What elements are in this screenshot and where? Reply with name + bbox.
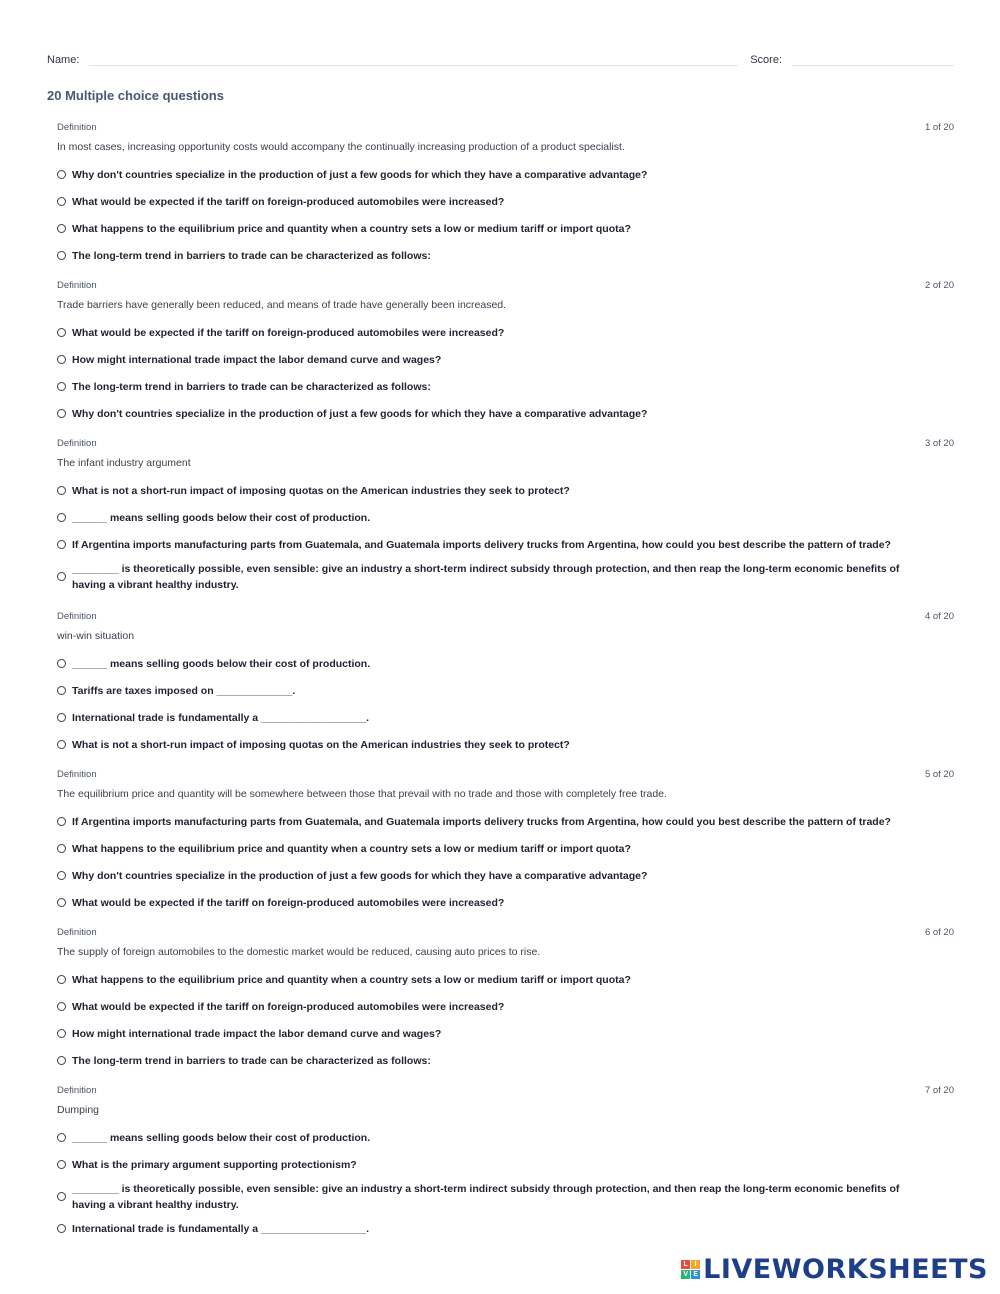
question-definition: In most cases, increasing opportunity costs would accompany the continually increasing production of a product specialist.	[57, 141, 625, 153]
answer-option-text: The long-term trend in barriers to trade can be characterized as follows:	[72, 249, 431, 262]
answer-option-text: How might international trade impact the labor demand curve and wages?	[72, 1027, 442, 1040]
answer-option[interactable]	[57, 1151, 954, 1178]
answer-option[interactable]	[57, 504, 954, 531]
answer-option-text: What happens to the equilibrium price and quantity when a country sets a low or medium tariff or import quota?	[72, 842, 631, 855]
radio-button[interactable]	[57, 170, 66, 179]
question-header	[57, 1085, 954, 1097]
logo-icon-tile: L	[681, 1260, 690, 1269]
question-definition: Dumping	[57, 1104, 100, 1116]
question-counter: 1 of 20	[924, 122, 954, 133]
question-header	[57, 438, 954, 450]
radio-button[interactable]	[57, 844, 66, 853]
name-field[interactable]	[89, 51, 738, 66]
question-definition: The infant industry argument	[57, 457, 191, 469]
radio-button[interactable]	[57, 1056, 66, 1065]
answer-option[interactable]	[57, 677, 954, 704]
answer-option-text: What is not a short-run impact of imposing quotas on the American industries they seek to protect?	[72, 738, 570, 751]
radio-button[interactable]	[57, 975, 66, 984]
radio-button[interactable]	[57, 197, 66, 206]
answer-option[interactable]	[57, 808, 954, 835]
answer-option[interactable]	[57, 1020, 954, 1047]
question-counter: 5 of 20	[924, 769, 954, 780]
answer-option[interactable]	[57, 319, 954, 346]
answer-option-text: The long-term trend in barriers to trade can be characterized as follows:	[72, 1054, 431, 1067]
question-label: Definition	[57, 1085, 97, 1096]
radio-button[interactable]	[57, 1192, 66, 1201]
question-label: Definition	[57, 280, 97, 291]
question-counter: 7 of 20	[924, 1085, 954, 1096]
answer-option[interactable]	[57, 889, 954, 916]
answer-options	[57, 477, 954, 595]
answer-option-text: Why don't countries specialize in the production of just a few goods for which they have a comparative advantage?	[72, 168, 648, 181]
score-label: Score:	[750, 54, 782, 66]
answer-options	[57, 650, 954, 758]
answer-option-text: Tariffs are taxes imposed on _____________.	[72, 684, 296, 697]
answer-option[interactable]	[57, 835, 954, 862]
answer-option[interactable]	[57, 1124, 954, 1151]
question-label: Definition	[57, 769, 97, 780]
answer-option-text: ________ is theoretically possible, even sensible: give an industry a short-term indirect subsidy through protection, and then reap the long-term economic benefits of having a vibrant healthy industry.	[72, 1182, 900, 1211]
radio-button[interactable]	[57, 740, 66, 749]
radio-button[interactable]	[57, 409, 66, 418]
radio-button[interactable]	[57, 251, 66, 260]
answer-option[interactable]	[57, 215, 954, 242]
answer-option[interactable]	[57, 531, 954, 558]
question-card	[57, 1085, 954, 1242]
answer-option[interactable]	[57, 188, 954, 215]
answer-option[interactable]	[57, 650, 954, 677]
question-definition: The equilibrium price and quantity will be somewhere between those that prevail with no trade and those with completely free trade.	[57, 788, 667, 800]
question-definition: Trade barriers have generally been reduced, and means of trade have generally been increased.	[57, 299, 507, 311]
radio-button[interactable]	[57, 1133, 66, 1142]
question-definition: win-win situation	[57, 630, 135, 642]
answer-option-text: How might international trade impact the labor demand curve and wages?	[72, 353, 442, 366]
answer-option-text: ______ means selling goods below their cost of production.	[72, 511, 371, 524]
question-header	[57, 769, 954, 781]
answer-option-text: ______ means selling goods below their cost of production.	[72, 1131, 371, 1144]
logo-icon-tile: I	[691, 1260, 700, 1269]
answer-options	[57, 319, 954, 427]
answer-option-text: ______ means selling goods below their cost of production.	[72, 657, 371, 670]
score-field	[792, 51, 954, 66]
question-header	[57, 611, 954, 623]
answer-option-text: International trade is fundamentally a __________________.	[72, 1222, 370, 1235]
answer-option[interactable]	[57, 242, 954, 269]
answer-option[interactable]	[57, 161, 954, 188]
liveworksheets-logo	[681, 1254, 988, 1285]
question-card	[57, 769, 954, 916]
answer-option[interactable]	[57, 704, 954, 731]
question-card	[57, 280, 954, 427]
radio-button[interactable]	[57, 513, 66, 522]
answer-option-text: If Argentina imports manufacturing parts from Guatemala, and Guatemala imports delivery trucks from Argentina, how could you best describe the pattern of trade?	[72, 815, 891, 828]
question-label: Definition	[57, 927, 97, 938]
radio-button[interactable]	[57, 686, 66, 695]
radio-button[interactable]	[57, 1160, 66, 1169]
answer-option-text: What is the primary argument supporting protectionism?	[72, 1158, 357, 1171]
radio-button[interactable]	[57, 898, 66, 907]
logo-text: LIVEWORKSHEETS	[703, 1254, 988, 1285]
logo-icon-tile: E	[691, 1270, 700, 1279]
answer-option[interactable]	[57, 862, 954, 889]
question-card	[57, 122, 954, 269]
answer-option[interactable]	[57, 1047, 954, 1074]
answer-option[interactable]	[57, 993, 954, 1020]
answer-option[interactable]	[57, 731, 954, 758]
logo-icon	[681, 1260, 700, 1279]
logo-icon-tile: V	[681, 1270, 690, 1279]
answer-option-text: ________ is theoretically possible, even sensible: give an industry a short-term indirect subsidy through protection, and then reap the long-term economic benefits of having a vibrant healthy industry.	[72, 562, 900, 591]
question-counter: 2 of 20	[924, 280, 954, 291]
radio-button[interactable]	[57, 572, 66, 581]
answer-option[interactable]	[57, 373, 954, 400]
answer-option-text: International trade is fundamentally a __________________.	[72, 711, 370, 724]
radio-button[interactable]	[57, 659, 66, 668]
radio-button[interactable]	[57, 540, 66, 549]
radio-button[interactable]	[57, 1002, 66, 1011]
answer-options	[57, 966, 954, 1074]
question-counter: 4 of 20	[924, 611, 954, 622]
question-header	[57, 280, 954, 292]
question-counter: 6 of 20	[924, 927, 954, 938]
question-counter: 3 of 20	[924, 438, 954, 449]
answer-option-text: The long-term trend in barriers to trade can be characterized as follows:	[72, 380, 431, 393]
radio-button[interactable]	[57, 713, 66, 722]
name-label: Name:	[47, 54, 80, 66]
answer-options	[57, 808, 954, 916]
answer-option-text: What happens to the equilibrium price and quantity when a country sets a low or medium tariff or import quota?	[72, 973, 631, 986]
answer-option-text: What would be expected if the tariff on foreign-produced automobiles were increased?	[72, 1000, 505, 1013]
answer-options	[57, 1124, 954, 1242]
question-label: Definition	[57, 611, 97, 622]
answer-option-text: What would be expected if the tariff on foreign-produced automobiles were increased?	[72, 896, 505, 909]
radio-button[interactable]	[57, 817, 66, 826]
answer-options	[57, 161, 954, 269]
radio-button[interactable]	[57, 871, 66, 880]
radio-button[interactable]	[57, 328, 66, 337]
radio-button[interactable]	[57, 486, 66, 495]
radio-button[interactable]	[57, 224, 66, 233]
radio-button[interactable]	[57, 382, 66, 391]
question-header	[57, 927, 954, 939]
answer-option-text: What happens to the equilibrium price and quantity when a country sets a low or medium tariff or import quota?	[72, 222, 631, 235]
answer-option[interactable]	[57, 1215, 954, 1242]
answer-option[interactable]	[57, 400, 954, 427]
answer-option-text: What would be expected if the tariff on foreign-produced automobiles were increased?	[72, 326, 505, 339]
section-title: 20 Multiple choice questions	[47, 88, 224, 103]
answer-option-text: Why don't countries specialize in the production of just a few goods for which they have a comparative advantage?	[72, 869, 648, 882]
question-label: Definition	[57, 438, 97, 449]
answer-option[interactable]	[57, 1178, 954, 1215]
answer-option[interactable]	[57, 558, 954, 595]
header	[47, 48, 954, 66]
question-card	[57, 927, 954, 1074]
answer-option[interactable]	[57, 477, 954, 504]
radio-button[interactable]	[57, 1029, 66, 1038]
question-header	[57, 122, 954, 134]
question-label: Definition	[57, 122, 97, 133]
question-definition: The supply of foreign automobiles to the domestic market would be reduced, causing auto prices to rise.	[57, 946, 541, 958]
answer-option[interactable]	[57, 966, 954, 993]
radio-button[interactable]	[57, 1224, 66, 1233]
answer-option-text: If Argentina imports manufacturing parts from Guatemala, and Guatemala imports delivery trucks from Argentina, how could you best describe the pattern of trade?	[72, 538, 891, 551]
answer-option-text: What would be expected if the tariff on foreign-produced automobiles were increased?	[72, 195, 505, 208]
answer-option[interactable]	[57, 346, 954, 373]
question-card	[57, 438, 954, 595]
answer-option-text: What is not a short-run impact of imposing quotas on the American industries they seek to protect?	[72, 484, 570, 497]
question-card	[57, 611, 954, 758]
answer-option-text: Why don't countries specialize in the production of just a few goods for which they have a comparative advantage?	[72, 407, 648, 420]
radio-button[interactable]	[57, 355, 66, 364]
